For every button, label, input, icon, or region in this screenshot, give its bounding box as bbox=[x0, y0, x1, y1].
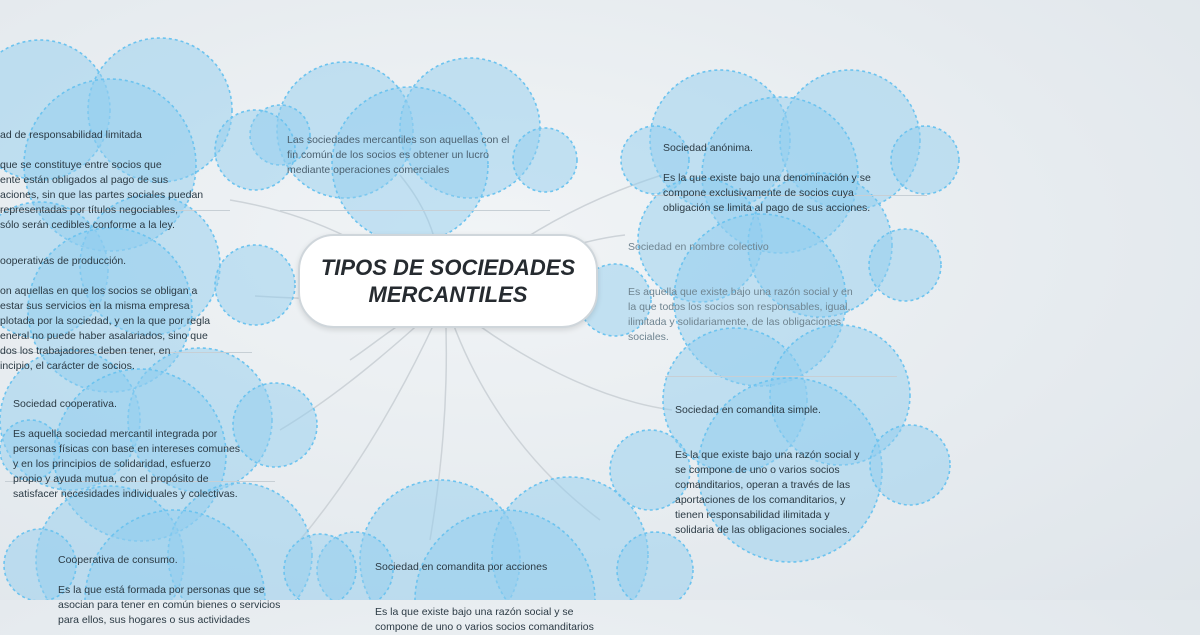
node-coop-consumo-title: Cooperativa de consumo. bbox=[58, 554, 178, 566]
node-coop-produccion-title: ooperativas de producción. bbox=[0, 255, 127, 267]
node-responsabilidad-limitada-title: ad de responsabilidad limitada bbox=[0, 129, 142, 141]
central-topic[interactable] bbox=[298, 234, 598, 328]
node-cooperativa[interactable] bbox=[13, 382, 278, 502]
node-responsabilidad-limitada-body: que se constituye entre socios que ente están obligados al pago de sus aciones, sin que las partes sociales puedan representadas por títulos negociables, sólo serán cedibles conforme a la ley. bbox=[0, 159, 204, 231]
central-topic-label: TIPOS DE SOCIEDADES MERCANTILES bbox=[320, 255, 576, 307]
node-divider-comandita-simple bbox=[665, 376, 897, 377]
node-definicion-body: Las sociedades mercantiles son aquellas con el fin común de los socios es obtener un lucro mediante operaciones comerciales bbox=[287, 134, 510, 176]
node-cooperativa-title: Sociedad cooperativa. bbox=[13, 398, 117, 410]
node-anonima-title: Sociedad anónima. bbox=[663, 142, 753, 154]
node-definicion[interactable] bbox=[287, 118, 557, 178]
node-comandita-simple[interactable] bbox=[675, 388, 900, 538]
node-nombre-colectivo[interactable] bbox=[628, 225, 903, 345]
node-anonima[interactable] bbox=[663, 126, 928, 216]
node-nombre-colectivo-body: Es aquella que existe bajo una razón social y en la que todos los socios son responsables, igual, ilimitada y solidariamente, de las obligaciones sociales. bbox=[628, 286, 853, 343]
node-coop-consumo-body: Es la que está formada por personas que se asocian para tener en común bienes o servicios para ellos, sus hogares o sus actividades bbox=[58, 584, 281, 626]
node-comandita-acciones-body: Es la que existe bajo una razón social y se compone de uno o varios socios comanditarios bbox=[375, 606, 594, 633]
node-comandita-acciones[interactable] bbox=[375, 545, 640, 635]
node-comandita-acciones-title: Sociedad en comandita por acciones bbox=[375, 561, 548, 573]
node-anonima-body: Es la que existe bajo una denominación y se compone exclusivamente de socios cuya obligación se limita al pago de sus acciones. bbox=[663, 172, 871, 214]
node-comandita-simple-title: Sociedad en comandita simple. bbox=[675, 404, 821, 416]
node-comandita-simple-body: Es la que existe bajo una razón social y se compone de uno o varios socios comanditarios, operan a través de las aportaciones de los comanditarios, y tienen responsabilidad ilimitada y solidaria de las obligaciones sociales. bbox=[675, 449, 860, 536]
node-nombre-colectivo-title: Sociedad en nombre colectivo bbox=[628, 241, 769, 253]
node-divider-definicion bbox=[280, 210, 550, 211]
node-cooperativa-body: Es aquella sociedad mercantil integrada por personas físicas con base en intereses comunes y en los principios de solidaridad, esfuerzo propio y ayuda mutua, con el propósito de satisfacer necesidades individuales y colectivas. bbox=[13, 428, 241, 500]
node-coop-consumo[interactable] bbox=[58, 538, 318, 628]
node-responsabilidad-limitada[interactable] bbox=[0, 113, 240, 233]
node-coop-produccion[interactable] bbox=[0, 239, 255, 374]
node-coop-produccion-body: on aquellas en que los socios se obligan a estar sus servicios en la misma empresa plotada por la sociedad, y en la que por regla eneral no puede haber asalariados, sino que dos los trabajadores deben tener, en incipio, el carácter de socios. bbox=[0, 285, 211, 372]
